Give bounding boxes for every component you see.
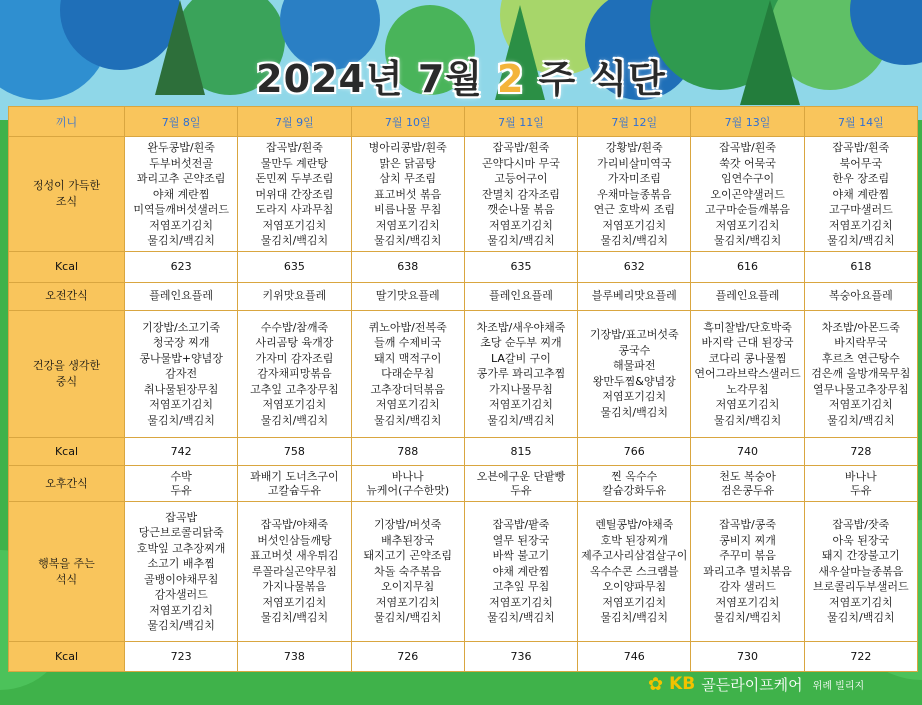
- menu-item-line: 두유: [850, 483, 872, 497]
- brand-logo: [648, 672, 864, 696]
- am_snack-cell: [238, 282, 351, 310]
- menu-item-line: 찐 옥수수: [611, 469, 658, 483]
- am_snack-cell: [578, 282, 691, 310]
- menu-item-line: 고구마샐러드: [828, 203, 893, 217]
- menu-item-line: 흑미찰밥/단호박죽: [703, 320, 792, 334]
- breakfast-kcal-row: [9, 252, 918, 282]
- menu-item-line: 미역들깨버섯샐러드: [133, 203, 229, 217]
- menu-item-line: 잡곡밥/흰죽: [719, 141, 776, 155]
- day-header: 7월 8일: [125, 107, 238, 137]
- menu-item-line: 브로콜리두부샐러드: [813, 580, 909, 594]
- day-header: 7월 14일: [804, 107, 917, 137]
- menu-item-line: 표고버섯 볶음: [374, 187, 442, 201]
- dinner-cell: [804, 502, 917, 641]
- pm_snack-cell: [804, 466, 917, 502]
- menu-item-line: 잡곡밥/흰죽: [266, 141, 323, 155]
- menu-item-line: 콩국수: [618, 343, 651, 357]
- menu-item-line: 정성이 가득한: [32, 179, 101, 193]
- am_snack-cell: [125, 282, 238, 310]
- menu-item-line: 플레인요플레: [149, 289, 214, 303]
- menu-item-line: 호박 된장찌개: [600, 533, 668, 547]
- kcal-value: 736: [464, 641, 577, 671]
- dinner-label: [9, 502, 125, 641]
- menu-item-line: 저염포기김치: [262, 595, 327, 609]
- menu-item-line: 저염포기김치: [715, 595, 780, 609]
- menu-item-line: 두부버섯전골: [149, 156, 214, 170]
- menu-item-line: 연근 호박씨 조림: [593, 203, 675, 217]
- breakfast-cell: [804, 137, 917, 252]
- pm_snack-cell: [578, 466, 691, 502]
- lunch-cell: [464, 310, 577, 437]
- kcal-value: 740: [691, 437, 804, 465]
- menu-item-line: 곤약다시마 무국: [482, 156, 560, 170]
- breakfast-cell: [464, 137, 577, 252]
- kcal-value: 722: [804, 641, 917, 671]
- menu-item-line: 주꾸미 볶음: [719, 549, 776, 563]
- lunch-cell: [578, 310, 691, 437]
- menu-item-line: 골뱅이야채무침: [143, 572, 219, 586]
- menu-item-line: 당근브로콜리닭죽: [138, 526, 224, 540]
- menu-item-line: 제주고사리삼겹살구이: [581, 549, 688, 563]
- menu-item-line: 배추된장국: [381, 533, 435, 547]
- menu-item-line: 잡곡밥/흰죽: [492, 141, 550, 155]
- kcal-value: 638: [351, 252, 464, 282]
- weekly-menu-table: [8, 106, 918, 672]
- pm_snack-cell: [125, 466, 238, 502]
- menu-item-line: 저염포기김치: [149, 603, 214, 617]
- breakfast-cell: [238, 137, 351, 252]
- menu-item-line: 오후간식: [45, 476, 88, 490]
- menu-item-line: 저염포기김치: [828, 595, 893, 609]
- kcal-value: 635: [464, 252, 577, 282]
- lunch-cell: [691, 310, 804, 437]
- menu-item-line: 저염포기김치: [489, 398, 553, 412]
- day-header: 7월 10일: [351, 107, 464, 137]
- menu-item-line: 오이곤약샐러드: [710, 187, 785, 201]
- menu-item-line: 바나나: [844, 469, 877, 483]
- menu-item-line: 수수밥/참깨죽: [260, 320, 329, 334]
- menu-item-line: 물김치/백김치: [713, 234, 782, 248]
- dinner-cell: [125, 502, 238, 641]
- menu-item-line: 기장밥/버섯죽: [373, 518, 442, 532]
- kcal-value: 726: [351, 641, 464, 671]
- breakfast-cell: [691, 137, 804, 252]
- menu-item-line: 사리곰탕 육개장: [255, 336, 334, 350]
- lunch-row: [9, 310, 918, 437]
- menu-item-line: 물김치/백김치: [373, 413, 442, 427]
- menu-item-line: 물김치/백김치: [373, 234, 442, 248]
- menu-item-line: 감자 샐러드: [719, 580, 776, 594]
- menu-item-line: 블루베리맛요플레: [591, 289, 677, 303]
- menu-item-line: 물김치/백김치: [827, 611, 895, 625]
- menu-item-line: 렌틸콩밥/야채죽: [595, 518, 674, 532]
- menu-item-line: 고구마순들깨볶음: [705, 203, 791, 217]
- menu-item-line: 저염포기김치: [715, 398, 780, 412]
- menu-item-line: 물김치/백김치: [147, 619, 215, 633]
- menu-item-line: 딸기맛요플레: [375, 289, 440, 303]
- kcal-value: 766: [578, 437, 691, 465]
- kcal-value: 788: [351, 437, 464, 465]
- menu-item-line: 검은콩두유: [720, 483, 775, 497]
- kcal-value: 632: [578, 252, 691, 282]
- am_snack-label: [9, 282, 125, 310]
- menu-item-line: 조식: [55, 195, 78, 209]
- menu-item-line: 깻순나물 볶음: [487, 203, 555, 217]
- menu-item-line: 석식: [55, 572, 78, 586]
- menu-item-line: 뉴케어(구수한맛): [366, 483, 450, 497]
- menu-item-line: 꽈리고추 곤약조림: [136, 172, 226, 186]
- menu-item-line: 연어그라브락스샐러드: [694, 367, 801, 381]
- menu-item-line: 병아리콩밥/흰죽: [368, 141, 447, 155]
- menu-item-line: 물김치/백김치: [147, 234, 215, 248]
- menu-item-line: 물김치/백김치: [713, 611, 782, 625]
- menu-item-line: 꽈리고추 멸치볶음: [703, 564, 792, 578]
- menu-item-line: 저염포기김치: [715, 218, 780, 232]
- menu-item-line: 임연수구이: [720, 172, 775, 186]
- menu-item-line: 저염포기김치: [828, 218, 893, 232]
- pm_snack-label: [9, 466, 125, 502]
- menu-item-line: 돼지고기 곤약조림: [363, 549, 452, 563]
- menu-item-line: 차조밥/새우야채죽: [476, 320, 566, 334]
- menu-item-line: 플레인요플레: [715, 289, 780, 303]
- menu-item-line: 가자미 감자조림: [255, 351, 334, 365]
- menu-item-line: 저염포기김치: [489, 218, 553, 232]
- menu-item-line: 물김치/백김치: [600, 234, 668, 248]
- kcal-label: Kcal: [9, 437, 125, 465]
- am_snack-cell: [691, 282, 804, 310]
- menu-item-line: 북어무국: [839, 156, 883, 170]
- menu-item-line: 중식: [55, 374, 78, 388]
- menu-item-line: 물만두 계란탕: [260, 156, 329, 170]
- day-header: 7월 13일: [691, 107, 804, 137]
- menu-item-line: 복숭아요플레: [828, 289, 893, 303]
- menu-item-line: 가지나물볶음: [262, 580, 327, 594]
- menu-item-line: 잡곡밥/콩죽: [719, 518, 776, 532]
- day-header: 7월 9일: [238, 107, 351, 137]
- dinner-cell: [578, 502, 691, 641]
- lunch-label: [9, 310, 125, 437]
- meal-header-label: 끼니: [9, 107, 125, 137]
- menu-item-line: 플레인요플레: [489, 289, 553, 303]
- menu-item-line: 야채 계란찜: [492, 564, 550, 578]
- pm_snack-cell: [691, 466, 804, 502]
- menu-item-line: 바싹 불고기: [492, 549, 550, 563]
- kcal-value: 738: [238, 641, 351, 671]
- lunch-cell: [238, 310, 351, 437]
- menu-item-line: 오이지무침: [381, 580, 435, 594]
- menu-item-line: 차돌 숙주볶음: [374, 564, 442, 578]
- dinner-cell: [351, 502, 464, 641]
- dinner-row: [9, 502, 918, 641]
- am_snack-row: [9, 282, 918, 310]
- menu-item-line: 아욱 된장국: [832, 533, 890, 547]
- dinner-cell: [464, 502, 577, 641]
- kcal-value: 623: [125, 252, 238, 282]
- dinner-kcal-row: [9, 641, 918, 671]
- menu-item-line: 강황밥/흰죽: [605, 141, 663, 155]
- menu-item-line: 소고기 배추찜: [147, 557, 215, 571]
- menu-item-line: 새우살마늘종볶음: [818, 564, 904, 578]
- menu-item-line: 물김치/백김치: [260, 611, 329, 625]
- menu-item-line: 저염포기김치: [262, 218, 327, 232]
- dinner-cell: [691, 502, 804, 641]
- menu-item-line: 취나물된장무침: [143, 382, 219, 396]
- am_snack-cell: [351, 282, 464, 310]
- menu-item-line: 물김치/백김치: [487, 413, 555, 427]
- menu-item-line: 물김치/백김치: [827, 413, 895, 427]
- lunch-cell: [804, 310, 917, 437]
- title-suffix: 주 식단: [538, 57, 666, 101]
- menu-item-line: 물김치/백김치: [260, 234, 329, 248]
- menu-item-line: 바지락 근대 된장국: [701, 336, 794, 350]
- kcal-label: Kcal: [9, 641, 125, 671]
- menu-item-line: 고칼슘두유: [267, 483, 321, 497]
- kcal-value: 728: [804, 437, 917, 465]
- menu-item-line: 콩비지 찌개: [719, 533, 776, 547]
- menu-item-line: 수박: [170, 469, 192, 483]
- kcal-value: 723: [125, 641, 238, 671]
- menu-item-line: 표고버섯 새우튀김: [250, 549, 339, 563]
- menu-item-line: 감자채피망볶음: [257, 367, 332, 381]
- kcal-value: 618: [804, 252, 917, 282]
- menu-item-line: 완두콩밥/흰죽: [147, 141, 215, 155]
- menu-item-line: 콩가루 꽈리고추찜: [476, 367, 566, 381]
- menu-item-line: 차조밥/아몬드죽: [821, 320, 900, 334]
- am_snack-cell: [804, 282, 917, 310]
- menu-item-line: 야채 계란찜: [152, 187, 210, 201]
- menu-item-line: 고등어구이: [494, 172, 548, 186]
- menu-item-line: 머위대 간장조림: [255, 187, 334, 201]
- pm_snack-cell: [464, 466, 577, 502]
- week-number: 2: [497, 57, 525, 101]
- menu-item-line: 가지나물무침: [489, 382, 553, 396]
- menu-item-line: 꽈배기 도너츠구이: [250, 469, 339, 483]
- kcal-label: Kcal: [9, 252, 125, 282]
- menu-item-line: 기장밥/표고버섯죽: [589, 328, 679, 342]
- menu-item-line: 저염포기김치: [375, 595, 440, 609]
- menu-item-line: 오븐에구운 단팥빵: [476, 469, 566, 483]
- menu-item-line: 저염포기김치: [602, 595, 667, 609]
- breakfast-cell: [578, 137, 691, 252]
- menu-item-line: 고추잎 무침: [492, 580, 550, 594]
- menu-item-line: 물김치/백김치: [147, 413, 215, 427]
- menu-item-line: LA갈비 구이: [491, 351, 551, 365]
- menu-item-line: 옥수수콘 스크램블: [590, 564, 679, 578]
- menu-item-line: 바지락무국: [834, 336, 888, 350]
- menu-item-line: 고추잎 고추장무침: [250, 382, 339, 396]
- menu-item-line: 검은깨 올방개묵무침: [811, 367, 911, 381]
- menu-item-line: 한우 장조림: [832, 172, 890, 186]
- menu-item-line: 저염포기김치: [602, 390, 667, 404]
- menu-item-line: 건강을 생각한: [32, 358, 101, 372]
- day-header: 7월 11일: [464, 107, 577, 137]
- menu-item-line: 초당 순두부 찌개: [480, 336, 562, 350]
- menu-item-line: 물김치/백김치: [373, 611, 442, 625]
- menu-title: [0, 48, 922, 103]
- menu-item-line: 맑은 닭곰탕: [379, 156, 437, 170]
- menu-item-line: 다래순무침: [381, 367, 435, 381]
- menu-item-line: 쑥갓 어묵국: [719, 156, 776, 170]
- menu-item-line: 들깨 수제비국: [374, 336, 442, 350]
- menu-item-line: 감자전: [165, 367, 198, 381]
- menu-item-line: 잡곡밥/잣죽: [832, 518, 890, 532]
- lunch-kcal-row: [9, 437, 918, 465]
- breakfast-cell: [125, 137, 238, 252]
- menu-item-line: 저염포기김치: [375, 218, 440, 232]
- menu-item-line: 루꼴라실곤약무침: [251, 564, 337, 578]
- brand-kb: KB: [669, 674, 696, 694]
- menu-item-line: 저염포기김치: [375, 398, 440, 412]
- menu-item-line: 퀴노아밥/전복죽: [368, 320, 447, 334]
- menu-item-line: 잔멸치 감자조림: [482, 187, 560, 201]
- kcal-value: 746: [578, 641, 691, 671]
- menu-item-line: 행복을 주는: [38, 556, 95, 570]
- menu-item-line: 후르츠 연근탕수: [821, 351, 900, 365]
- brand-tag: 위례 빌리지: [812, 680, 865, 692]
- menu-item-line: 저염포기김치: [149, 218, 214, 232]
- menu-item-line: 돼지 맥적구이: [374, 351, 442, 365]
- am_snack-cell: [464, 282, 577, 310]
- menu-item-line: 도라지 사과무침: [255, 203, 334, 217]
- menu-item-line: 잡곡밥: [165, 510, 198, 524]
- menu-item-line: 야채 계란찜: [832, 187, 890, 201]
- kcal-value: 730: [691, 641, 804, 671]
- kcal-value: 758: [238, 437, 351, 465]
- menu-item-line: 키위맛요플레: [262, 289, 327, 303]
- menu-item-line: 코다리 콩나물찜: [708, 351, 787, 365]
- menu-item-line: 감자샐러드: [154, 588, 208, 602]
- menu-item-line: 잡곡밥/야채죽: [260, 518, 329, 532]
- menu-item-line: 물김치/백김치: [713, 413, 782, 427]
- menu-item-line: 오이양파무침: [602, 580, 667, 594]
- menu-item-line: 청국장 찌개: [152, 336, 210, 350]
- kcal-value: 635: [238, 252, 351, 282]
- logo-mark-icon: ✿: [648, 673, 664, 695]
- menu-item-line: 물김치/백김치: [260, 413, 329, 427]
- kcal-value: 742: [125, 437, 238, 465]
- kcal-value: 616: [691, 252, 804, 282]
- menu-item-line: 저염포기김치: [489, 595, 553, 609]
- menu-item-line: 두유: [510, 483, 532, 497]
- menu-item-line: 돼지 간장불고기: [821, 549, 900, 563]
- menu-item-line: 왕만두찜&양념장: [592, 374, 676, 388]
- pm_snack-cell: [238, 466, 351, 502]
- menu-item-line: 돈민찌 두부조림: [255, 172, 334, 186]
- menu-item-line: 물김치/백김치: [487, 234, 555, 248]
- menu-item-line: 열무 된장국: [492, 533, 550, 547]
- breakfast-label: [9, 137, 125, 252]
- menu-item-line: 열무나물고추장무침: [813, 382, 909, 396]
- kcal-value: 815: [464, 437, 577, 465]
- brand-name: 골든라이프케어: [701, 675, 803, 694]
- menu-item-line: 물김치/백김치: [600, 405, 668, 419]
- breakfast-cell: [351, 137, 464, 252]
- menu-item-line: 기장밥/소고기죽: [142, 320, 221, 334]
- menu-item-line: 가리비살미역국: [597, 156, 672, 170]
- menu-item-line: 바나나: [391, 469, 424, 483]
- menu-item-line: 비름나물 무침: [374, 203, 442, 217]
- menu-item-line: 호박잎 고추장찌개: [136, 541, 226, 555]
- menu-item-line: 잡곡밥/흰죽: [832, 141, 890, 155]
- menu-item-line: 우채마늘종볶음: [597, 187, 672, 201]
- menu-item-line: 삼치 무조림: [379, 172, 437, 186]
- menu-item-line: 가자미조림: [607, 172, 661, 186]
- lunch-cell: [351, 310, 464, 437]
- header-row: [9, 107, 918, 137]
- menu-item-line: 오전간식: [45, 289, 88, 303]
- menu-item-line: 저염포기김치: [262, 398, 327, 412]
- dinner-cell: [238, 502, 351, 641]
- menu-item-line: 물김치/백김치: [487, 611, 555, 625]
- menu-item-line: 저염포기김치: [149, 398, 214, 412]
- menu-item-line: 버섯인삼들깨탕: [257, 533, 332, 547]
- menu-item-line: 저염포기김치: [828, 398, 893, 412]
- breakfast-row: [9, 137, 918, 252]
- pm_snack-row: [9, 466, 918, 502]
- menu-item-line: 해물파전: [613, 359, 656, 373]
- lunch-cell: [125, 310, 238, 437]
- menu-item-line: 칼슘강화두유: [602, 483, 667, 497]
- menu-item-line: 콩나물밥+양념장: [139, 351, 223, 365]
- menu-item-line: 천도 복숭아: [719, 469, 776, 483]
- menu-item-line: 고추장더덕볶음: [370, 382, 445, 396]
- menu-item-line: 잡곡밥/팥죽: [492, 518, 550, 532]
- pm_snack-cell: [351, 466, 464, 502]
- menu-item-line: 물김치/백김치: [827, 234, 895, 248]
- title-prefix: 2024년 7월: [256, 57, 484, 101]
- menu-item-line: 두유: [170, 483, 192, 497]
- menu-item-line: 저염포기김치: [602, 218, 667, 232]
- menu-item-line: 노각무침: [726, 382, 769, 396]
- day-header: 7월 12일: [578, 107, 691, 137]
- menu-item-line: 물김치/백김치: [600, 611, 668, 625]
